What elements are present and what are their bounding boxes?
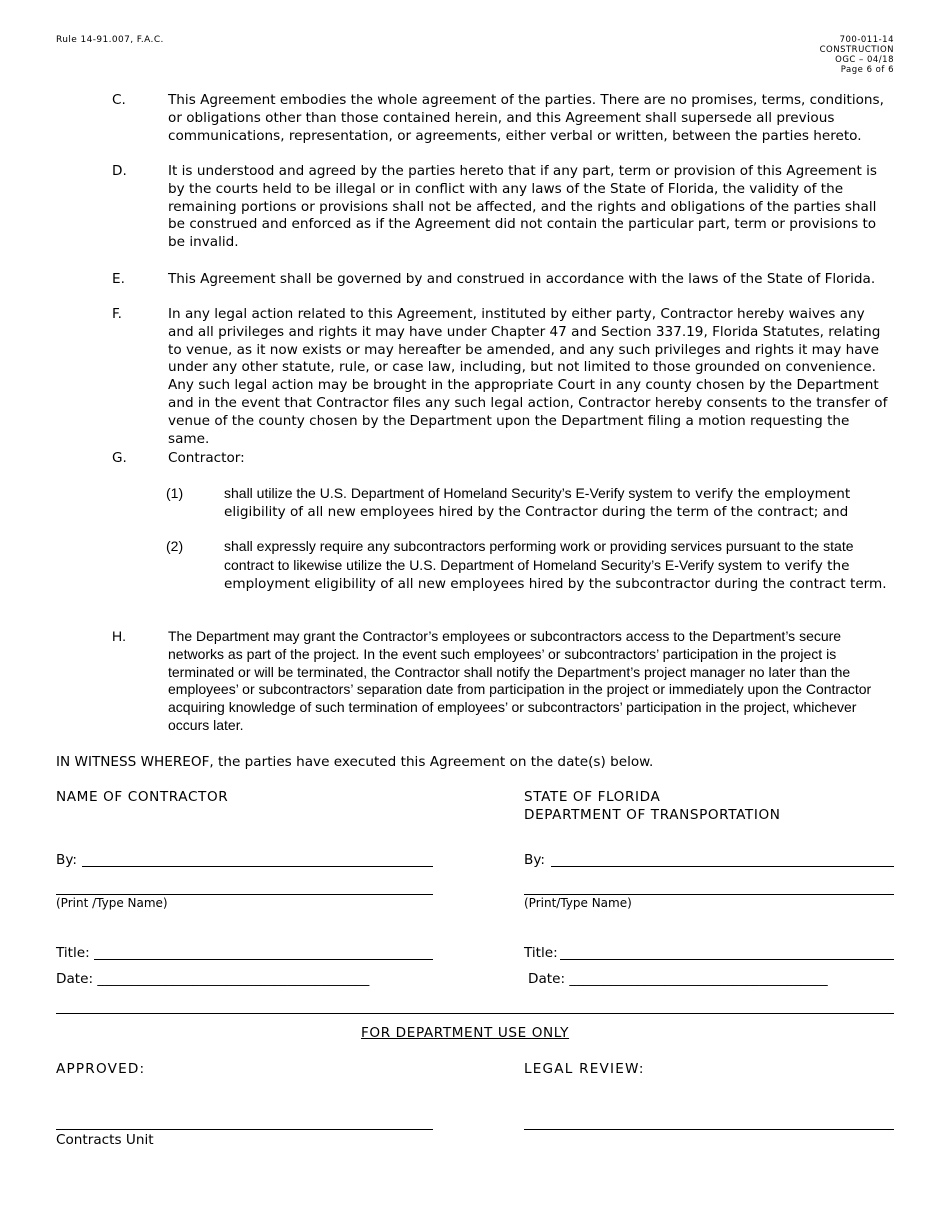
paragraph-letter: C. (112, 92, 126, 108)
state-date-field[interactable]: Date: ______________________________________ (528, 971, 828, 987)
page-number: Page 6 of 6 (840, 65, 894, 75)
paragraph-letter: G. (112, 450, 127, 466)
approved-signature-line[interactable] (56, 1129, 433, 1130)
item-number: (2) (166, 538, 184, 554)
contractor-by-signature-line[interactable] (82, 866, 433, 867)
approved-label: APPROVED: (56, 1061, 146, 1077)
ogc-revision: OGC – 04/18 (835, 55, 894, 65)
contractor-title-line[interactable] (94, 959, 433, 960)
state-title-line[interactable] (560, 959, 894, 960)
rule-reference: Rule 14-91.007, F.A.C. (56, 35, 164, 45)
paragraph-text: This Agreement shall be governed by and construed in accordance with the laws of the State of Florida. (168, 271, 876, 287)
paragraph-text: Contractor: (168, 450, 245, 466)
witness-statement: IN WITNESS WHEREOF, the parties have executed this Agreement on the date(s) below. (56, 754, 654, 770)
form-category: CONSTRUCTION (819, 45, 894, 55)
paragraph-letter: H. (112, 628, 126, 644)
state-heading-line-1: STATE OF FLORIDA (524, 789, 661, 805)
contractor-print-name-label: (Print /Type Name) (56, 896, 168, 910)
section-divider (56, 1013, 894, 1014)
state-print-name-line[interactable] (524, 894, 894, 895)
item-text: shall utilize the U.S. Department of Homeland Security’s E-Verify system to verify the employment eligibility of all new employees hired by the Contractor during the term of the contract; and (224, 485, 851, 520)
department-use-heading: FOR DEPARTMENT USE ONLY (361, 1025, 570, 1041)
state-heading-line-2: DEPARTMENT OF TRANSPORTATION (524, 807, 781, 823)
paragraph-letter: F. (112, 306, 122, 322)
paragraph-text: In any legal action related to this Agreement, instituted by either party, Contractor hereby waives any and all privileges and rights it may have under Chapter 47 and Section 337.19, Florida Statutes, relating to venue, as it now exists or may hereafter be amended, and any such privileges and rights it may have under any other statute, rule, or case law, including, but not limited to those grounded on convenience. Any such legal action may be brought in the appropriate Court in any county chosen by the Department and in the event that Contractor files any such legal action, Contractor hereby consents to the transfer of venue of the county chosen by the Department upon the Department filing a motion requesting the same. (168, 306, 888, 447)
contractor-by-label: By: (56, 852, 77, 868)
paragraph-text: It is understood and agreed by the parties hereto that if any part, term or provision of this Agreement is by the courts held to be illegal or in conflict with any laws of the State of Florida, the validity of the remaining portions or provisions shall not be affected, and the rights and obligations of the parties shall be construed and enforced as if the Agreement did not contain the particular part, term or provisions to be invalid. (168, 163, 877, 251)
contractor-date-field[interactable]: Date: ________________________________________ (56, 971, 370, 987)
form-number: 700-011-14 (839, 35, 894, 45)
paragraph-letter: D. (112, 163, 127, 179)
state-by-label: By: (524, 852, 545, 868)
paragraph-text: The Department may grant the Contractor’s employees or subcontractors access to the Department’s secure networks as part of the project. In the event such employees’ or subcontractors’ participation in the project is terminated or will be terminated, the Contractor shall notify the Department’s project manager no later than the employees’ or subcontractors’ separation date from participation in the project or immediately upon the Contractor acquiring knowledge of such termination of employees’ or subcontractors’ participation in the project, whichever occurs later. (168, 628, 872, 733)
item-number: (1) (166, 485, 184, 501)
legal-review-label: LEGAL REVIEW: (524, 1061, 645, 1077)
contractor-print-name-line[interactable] (56, 894, 433, 895)
legal-review-signature-line[interactable] (524, 1129, 894, 1130)
state-by-signature-line[interactable] (551, 866, 894, 867)
form-header-info (820, 35, 894, 75)
paragraph-letter: E. (112, 271, 125, 287)
contractor-title-label: Title: (56, 945, 90, 961)
state-title-label: Title: (524, 945, 558, 961)
item-text: shall expressly require any subcontractors performing work or providing services pursuant to the state contract to likewise utilize the U.S. Department of Homeland Security’s E-Verify system to verify the employment eligibility of all new employees hired by the subcontractor during the contract term. (224, 538, 887, 592)
state-print-name-label: (Print/Type Name) (524, 896, 632, 910)
paragraph-text: This Agreement embodies the whole agreement of the parties. There are no promises, terms, conditions, or obligations other than those contained herein, and this Agreement shall supersede all previous communications, representation, or agreements, either verbal or written, between the parties hereto. (168, 92, 884, 144)
contracts-unit-label: Contracts Unit (56, 1132, 154, 1148)
contractor-heading: NAME OF CONTRACTOR (56, 789, 229, 805)
